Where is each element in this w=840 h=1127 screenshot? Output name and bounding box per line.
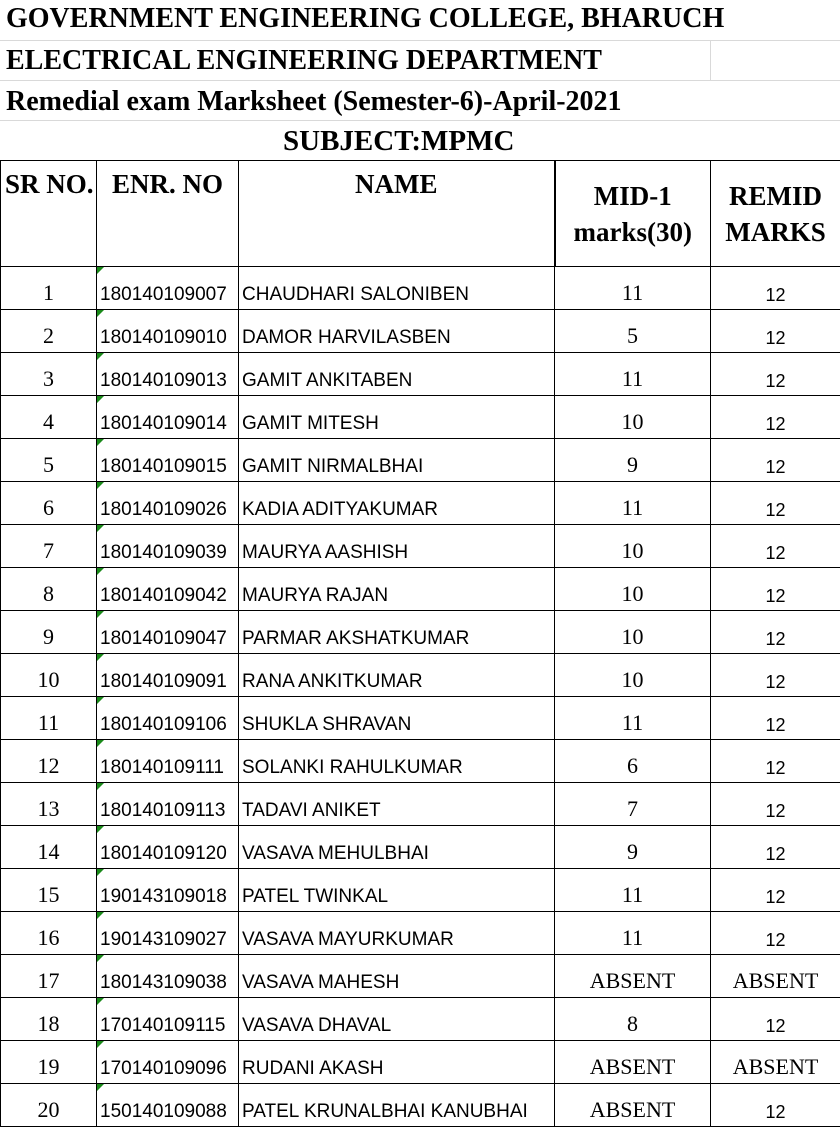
remid-marks-cell: 12 bbox=[711, 697, 840, 740]
enrollment-cell bbox=[97, 1041, 239, 1084]
mid1-marks-cell: 10 bbox=[555, 396, 711, 439]
college-title: GOVERNMENT ENGINEERING COLLEGE, BHARUCH bbox=[6, 3, 724, 35]
college-title-row bbox=[0, 0, 840, 41]
student-name-cell: VASAVA MEHULBHAI bbox=[239, 826, 555, 869]
sr-no-cell: 1 bbox=[1, 267, 97, 310]
remid-marks-cell: 12 bbox=[711, 267, 840, 310]
subject-title-row bbox=[0, 121, 840, 160]
enrollment-cell bbox=[97, 869, 239, 912]
remid-header-line1: REMID bbox=[711, 178, 840, 214]
department-title-row bbox=[0, 41, 840, 81]
enrollment-cell bbox=[97, 697, 239, 740]
cell-marker-icon bbox=[97, 310, 104, 317]
table-row bbox=[1, 568, 840, 611]
table-row bbox=[1, 955, 840, 998]
cell-marker-icon bbox=[97, 439, 104, 446]
table-row bbox=[1, 1041, 840, 1084]
cell-marker-icon bbox=[97, 740, 104, 747]
sr-no-cell: 6 bbox=[1, 482, 97, 525]
table-row bbox=[1, 482, 840, 525]
student-name-cell: TADAVI ANIKET bbox=[239, 783, 555, 826]
student-name-cell: VASAVA DHAVAL bbox=[239, 998, 555, 1041]
sr-no-cell: 13 bbox=[1, 783, 97, 826]
mid1-marks-cell: 8 bbox=[555, 998, 711, 1041]
enrollment-number: 180140109013 bbox=[100, 370, 227, 391]
remid-marks-cell: ABSENT bbox=[711, 1041, 840, 1084]
sr-no-cell: 10 bbox=[1, 654, 97, 697]
cell-marker-icon bbox=[97, 697, 104, 704]
enrollment-number: 180140109026 bbox=[100, 499, 227, 520]
enrollment-cell bbox=[97, 353, 239, 396]
enrollment-cell bbox=[97, 267, 239, 310]
table-header-row bbox=[1, 161, 840, 267]
remid-marks-cell: 12 bbox=[711, 783, 840, 826]
remid-marks-cell: 12 bbox=[711, 568, 840, 611]
col-header-remid-marks bbox=[711, 161, 840, 267]
enrollment-number: 180140109111 bbox=[100, 757, 224, 778]
remid-marks-cell: 12 bbox=[711, 310, 840, 353]
table-row bbox=[1, 310, 840, 353]
table-row bbox=[1, 396, 840, 439]
enrollment-cell bbox=[97, 568, 239, 611]
sr-no-cell: 19 bbox=[1, 1041, 97, 1084]
mid1-marks-cell: 10 bbox=[555, 568, 711, 611]
mid1-marks-cell: 11 bbox=[555, 482, 711, 525]
table-row bbox=[1, 439, 840, 482]
table-row bbox=[1, 783, 840, 826]
remid-marks-cell: 12 bbox=[711, 353, 840, 396]
remid-marks-cell: 12 bbox=[711, 611, 840, 654]
mid1-marks-cell: 9 bbox=[555, 439, 711, 482]
marks-table bbox=[0, 160, 840, 1127]
mid1-marks-cell: 9 bbox=[555, 826, 711, 869]
sheet-gridline bbox=[710, 41, 711, 81]
remid-marks-cell: 12 bbox=[711, 1084, 840, 1127]
mid1-marks-cell: 10 bbox=[555, 611, 711, 654]
cell-marker-icon bbox=[97, 998, 104, 1005]
cell-marker-icon bbox=[97, 826, 104, 833]
cell-marker-icon bbox=[97, 525, 104, 532]
mid1-marks-cell: 11 bbox=[555, 912, 711, 955]
enrollment-cell bbox=[97, 611, 239, 654]
exam-title-row bbox=[0, 81, 840, 121]
student-name-cell: SOLANKI RAHULKUMAR bbox=[239, 740, 555, 783]
mid1-marks-cell: 6 bbox=[555, 740, 711, 783]
table-row bbox=[1, 826, 840, 869]
remid-marks-cell: 12 bbox=[711, 439, 840, 482]
enrollment-number: 190143109018 bbox=[100, 886, 227, 907]
enrollment-cell bbox=[97, 955, 239, 998]
remid-header-line2: MARKS bbox=[711, 214, 840, 250]
sr-no-cell: 9 bbox=[1, 611, 97, 654]
sr-no-cell: 11 bbox=[1, 697, 97, 740]
student-name-cell: GAMIT NIRMALBHAI bbox=[239, 439, 555, 482]
sr-no-cell: 12 bbox=[1, 740, 97, 783]
enrollment-number: 150140109088 bbox=[100, 1101, 227, 1122]
remid-marks-cell: 12 bbox=[711, 912, 840, 955]
table-row bbox=[1, 1084, 840, 1127]
enrollment-cell bbox=[97, 998, 239, 1041]
remid-marks-cell: 12 bbox=[711, 869, 840, 912]
mid1-marks-cell: ABSENT bbox=[555, 1084, 711, 1127]
table-row bbox=[1, 869, 840, 912]
table-row bbox=[1, 525, 840, 568]
enrollment-cell bbox=[97, 396, 239, 439]
cell-marker-icon bbox=[97, 654, 104, 661]
enrollment-number: 170140109096 bbox=[100, 1058, 227, 1079]
enrollment-cell bbox=[97, 740, 239, 783]
mid1-marks-cell: ABSENT bbox=[555, 955, 711, 998]
cell-marker-icon bbox=[97, 482, 104, 489]
enrollment-cell bbox=[97, 482, 239, 525]
remid-marks-cell: 12 bbox=[711, 482, 840, 525]
enrollment-number: 180140109113 bbox=[100, 800, 225, 821]
mid1-header-line1: MID-1 bbox=[556, 178, 711, 214]
enrollment-number: 180140109014 bbox=[100, 413, 227, 434]
student-name-cell: VASAVA MAHESH bbox=[239, 955, 555, 998]
remid-marks-cell: 12 bbox=[711, 396, 840, 439]
table-row bbox=[1, 697, 840, 740]
enrollment-number: 180140109010 bbox=[100, 327, 227, 348]
student-name-cell: PATEL TWINKAL bbox=[239, 869, 555, 912]
cell-marker-icon bbox=[97, 912, 104, 919]
enrollment-cell bbox=[97, 826, 239, 869]
remid-marks-cell: 12 bbox=[711, 826, 840, 869]
col-header-sr-no: SR NO. bbox=[1, 161, 97, 267]
table-row bbox=[1, 353, 840, 396]
subject-title: SUBJECT:MPMC bbox=[283, 125, 514, 158]
mid1-marks-cell: 11 bbox=[555, 869, 711, 912]
table-row bbox=[1, 912, 840, 955]
student-name-cell: GAMIT ANKITABEN bbox=[239, 353, 555, 396]
mid1-marks-cell: 10 bbox=[555, 654, 711, 697]
sr-no-cell: 18 bbox=[1, 998, 97, 1041]
student-name-cell: MAURYA AASHISH bbox=[239, 525, 555, 568]
cell-marker-icon bbox=[97, 267, 104, 274]
remid-marks-cell: 12 bbox=[711, 654, 840, 697]
cell-marker-icon bbox=[97, 611, 104, 618]
col-header-name: NAME bbox=[239, 161, 555, 267]
enrollment-cell bbox=[97, 912, 239, 955]
cell-marker-icon bbox=[97, 1084, 104, 1091]
student-name-cell: SHUKLA SHRAVAN bbox=[239, 697, 555, 740]
student-name-cell: MAURYA RAJAN bbox=[239, 568, 555, 611]
mid1-marks-cell: 11 bbox=[555, 353, 711, 396]
exam-title: Remedial exam Marksheet (Semester-6)-April-2021 bbox=[6, 86, 622, 118]
enrollment-number: 180140109091 bbox=[100, 671, 227, 692]
enrollment-number: 180140109039 bbox=[100, 542, 227, 563]
col-header-mid1-marks bbox=[555, 161, 711, 267]
table-row bbox=[1, 740, 840, 783]
enrollment-cell bbox=[97, 310, 239, 353]
student-name-cell: RANA ANKITKUMAR bbox=[239, 654, 555, 697]
remid-marks-cell: 12 bbox=[711, 740, 840, 783]
mid1-marks-cell: 5 bbox=[555, 310, 711, 353]
cell-marker-icon bbox=[97, 955, 104, 962]
enrollment-number: 180140109042 bbox=[100, 585, 227, 606]
student-name-cell: PATEL KRUNALBHAI KANUBHAI bbox=[239, 1084, 555, 1127]
enrollment-number: 180140109106 bbox=[100, 714, 227, 735]
enrollment-cell bbox=[97, 654, 239, 697]
cell-marker-icon bbox=[97, 568, 104, 575]
mid1-header-line2: marks(30) bbox=[556, 214, 711, 250]
mid1-marks-cell: 7 bbox=[555, 783, 711, 826]
table-row bbox=[1, 654, 840, 697]
student-name-cell: RUDANI AKASH bbox=[239, 1041, 555, 1084]
enrollment-cell bbox=[97, 525, 239, 568]
sr-no-cell: 20 bbox=[1, 1084, 97, 1127]
cell-marker-icon bbox=[97, 783, 104, 790]
sr-no-cell: 3 bbox=[1, 353, 97, 396]
remid-marks-cell: 12 bbox=[711, 525, 840, 568]
mid1-marks-cell: ABSENT bbox=[555, 1041, 711, 1084]
cell-marker-icon bbox=[97, 353, 104, 360]
student-name-cell: GAMIT MITESH bbox=[239, 396, 555, 439]
enrollment-number: 170140109115 bbox=[100, 1015, 225, 1036]
table-row bbox=[1, 998, 840, 1041]
mid1-marks-cell: 11 bbox=[555, 697, 711, 740]
sr-no-cell: 4 bbox=[1, 396, 97, 439]
enrollment-number: 190143109027 bbox=[100, 929, 227, 950]
sr-no-cell: 14 bbox=[1, 826, 97, 869]
sr-no-cell: 17 bbox=[1, 955, 97, 998]
enrollment-number: 180140109015 bbox=[100, 456, 227, 477]
enrollment-number: 180140109120 bbox=[100, 843, 227, 864]
student-name-cell: VASAVA MAYURKUMAR bbox=[239, 912, 555, 955]
enrollment-number: 180140109047 bbox=[100, 628, 227, 649]
sr-no-cell: 8 bbox=[1, 568, 97, 611]
enrollment-number: 180143109038 bbox=[100, 972, 227, 993]
enrollment-cell bbox=[97, 783, 239, 826]
sr-no-cell: 7 bbox=[1, 525, 97, 568]
sr-no-cell: 16 bbox=[1, 912, 97, 955]
enrollment-cell bbox=[97, 439, 239, 482]
sr-no-cell: 15 bbox=[1, 869, 97, 912]
sr-no-cell: 2 bbox=[1, 310, 97, 353]
student-name-cell: CHAUDHARI SALONIBEN bbox=[239, 267, 555, 310]
table-row bbox=[1, 611, 840, 654]
student-name-cell: KADIA ADITYAKUMAR bbox=[239, 482, 555, 525]
cell-marker-icon bbox=[97, 869, 104, 876]
enrollment-cell bbox=[97, 1084, 239, 1127]
sr-no-cell: 5 bbox=[1, 439, 97, 482]
mid1-marks-cell: 10 bbox=[555, 525, 711, 568]
mid1-marks-cell: 11 bbox=[555, 267, 711, 310]
remid-marks-cell: 12 bbox=[711, 998, 840, 1041]
cell-marker-icon bbox=[97, 396, 104, 403]
remid-marks-cell: ABSENT bbox=[711, 955, 840, 998]
student-name-cell: DAMOR HARVILASBEN bbox=[239, 310, 555, 353]
table-row bbox=[1, 267, 840, 310]
cell-marker-icon bbox=[97, 1041, 104, 1048]
col-header-enr-no: ENR. NO bbox=[97, 161, 239, 267]
student-name-cell: PARMAR AKSHATKUMAR bbox=[239, 611, 555, 654]
department-title: ELECTRICAL ENGINEERING DEPARTMENT bbox=[6, 45, 602, 77]
enrollment-number: 180140109007 bbox=[100, 284, 227, 305]
